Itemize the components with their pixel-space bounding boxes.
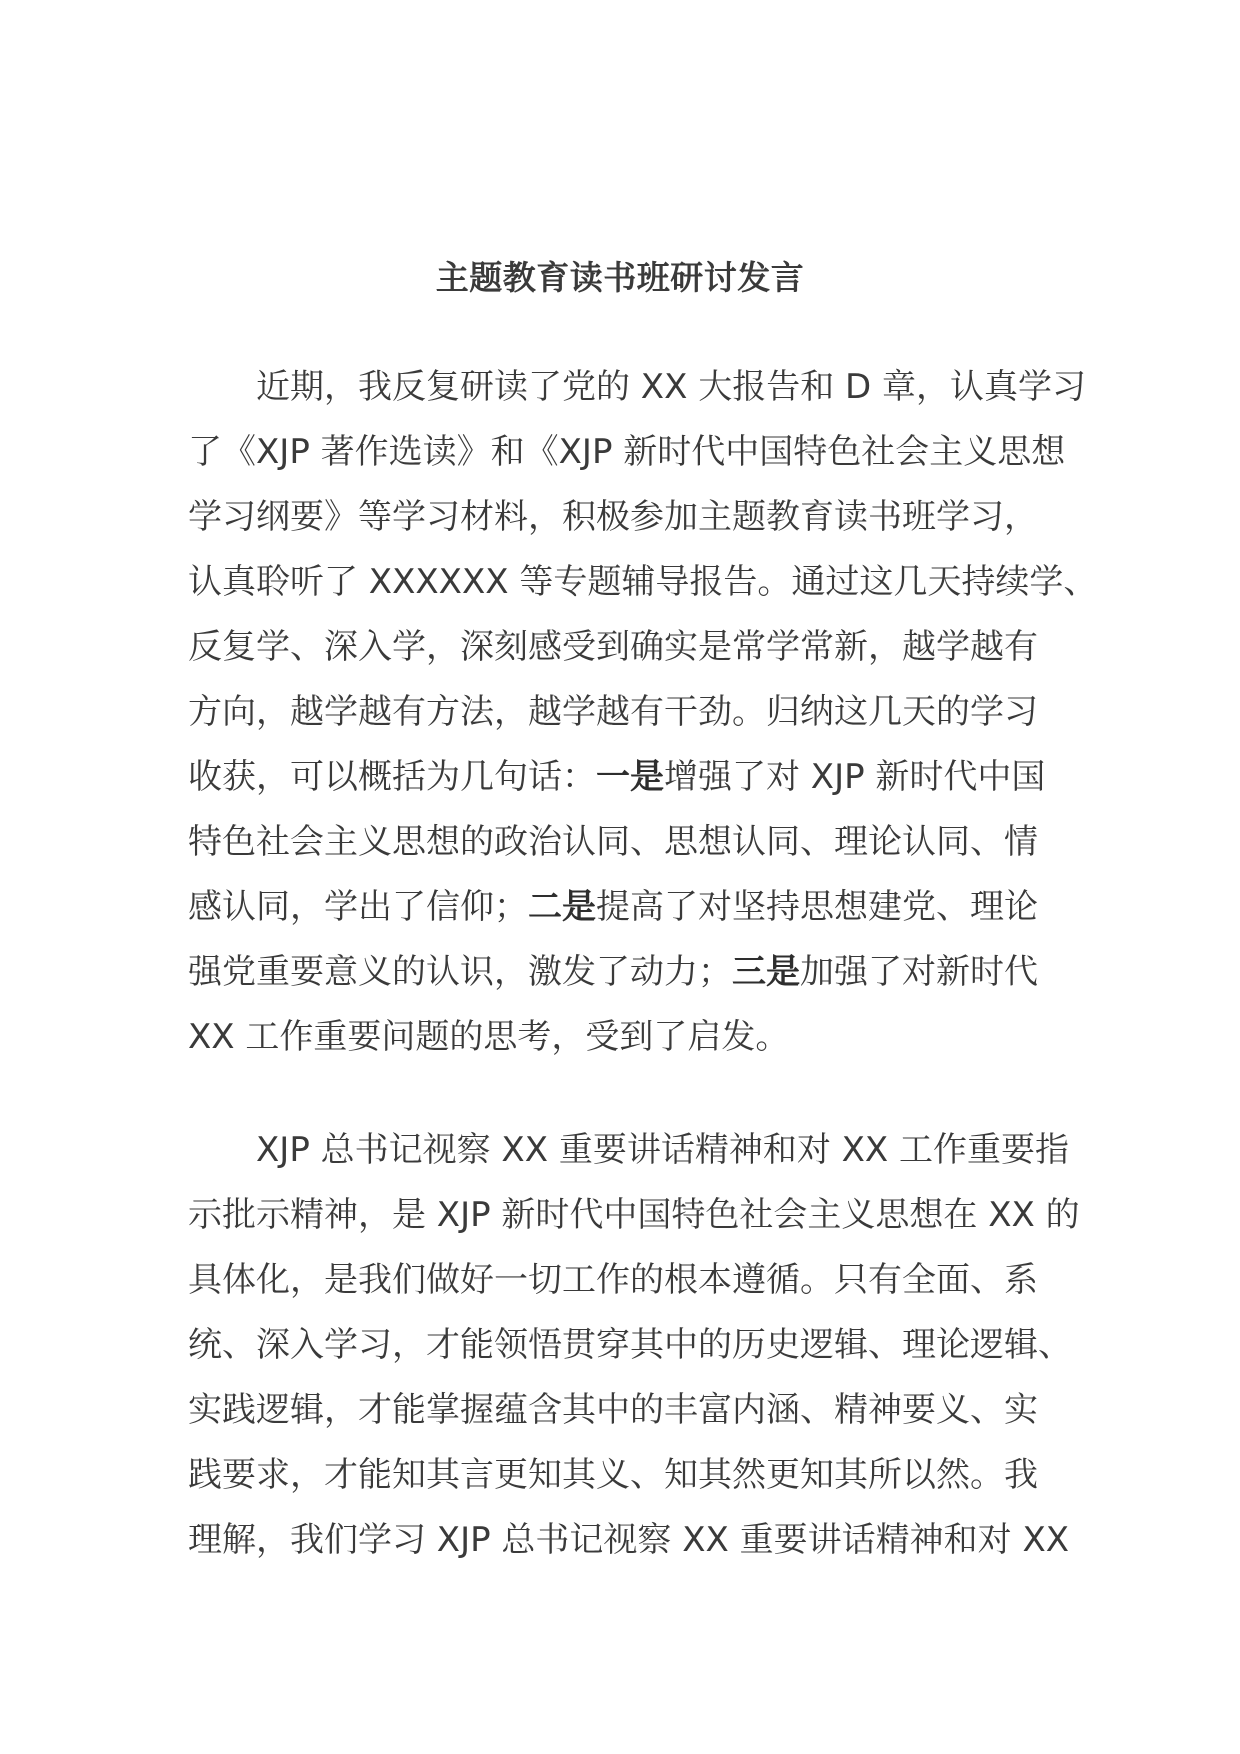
paragraph-line: 实践逻辑，才能掌握蕴含其中的丰富内涵、精神要义、实 xyxy=(188,1390,1038,1430)
paragraph-line: 学习纲要》等学习材料，积极参加主题教育读书班学习， xyxy=(188,497,1038,537)
paragraph-line: 了《XJP 著作选读》和《XJP 新时代中国特色社会主义思想 xyxy=(188,432,1066,472)
document-title: 主题教育读书班研讨发言 xyxy=(435,258,805,297)
line-text: 收获，可以概括为几句话： xyxy=(188,757,596,797)
paragraph-line xyxy=(188,940,1056,1005)
paragraph-2 xyxy=(188,1118,1080,1573)
emphasis-second: 二是 xyxy=(528,887,596,927)
paragraph-line: 方向，越学越有方法，越学越有干劲。归纳这几天的学习 xyxy=(188,692,1038,732)
paragraph-line: 认真聆听了 XXXXXX 等专题辅导报告。通过这几天持续学、 xyxy=(188,562,1098,602)
line-text: 强党重要意义的认识，激发了动力； xyxy=(188,952,732,992)
paragraph-line xyxy=(188,745,1056,810)
paragraph-line: 理解，我们学习 XJP 总书记视察 XX 重要讲话精神和对 XX xyxy=(188,1520,1070,1560)
paragraph-line: 具体化，是我们做好一切工作的根本遵循。只有全面、系 xyxy=(188,1260,1038,1300)
line-text: 加强了对新时代 xyxy=(800,952,1038,992)
paragraph-line: 近期，我反复研读了党的 XX 大报告和 D 章，认真学习 xyxy=(256,367,1086,407)
paragraph-line: 践要求，才能知其言更知其义、知其然更知其所以然。我 xyxy=(188,1455,1038,1495)
paragraph-line: XJP 总书记视察 XX 重要讲话精神和对 XX 工作重要指 xyxy=(256,1130,1070,1170)
emphasis-first: 一是 xyxy=(596,757,664,797)
line-text: 提高了对坚持思想建党、理论 xyxy=(596,887,1038,927)
paragraph-line: 特色社会主义思想的政治认同、思想认同、理论认同、情 xyxy=(188,822,1038,862)
paragraph-line: 反复学、深入学，深刻感受到确实是常学常新，越学越有 xyxy=(188,627,1038,667)
paragraph-line xyxy=(188,875,1056,940)
paragraph-line: 示批示精神，是 XJP 新时代中国特色社会主义思想在 XX 的 xyxy=(188,1195,1080,1235)
paragraph-line: 统、深入学习，才能领悟贯穿其中的历史逻辑、理论逻辑、 xyxy=(188,1325,1072,1365)
emphasis-third: 三是 xyxy=(732,952,800,992)
paragraph-line: XX 工作重要问题的思考，受到了启发。 xyxy=(188,1017,790,1057)
line-text: 增强了对 XJP 新时代中国 xyxy=(664,757,1046,797)
line-text: 感认同，学出了信仰； xyxy=(188,887,528,927)
paragraph-1 xyxy=(188,355,1098,1070)
